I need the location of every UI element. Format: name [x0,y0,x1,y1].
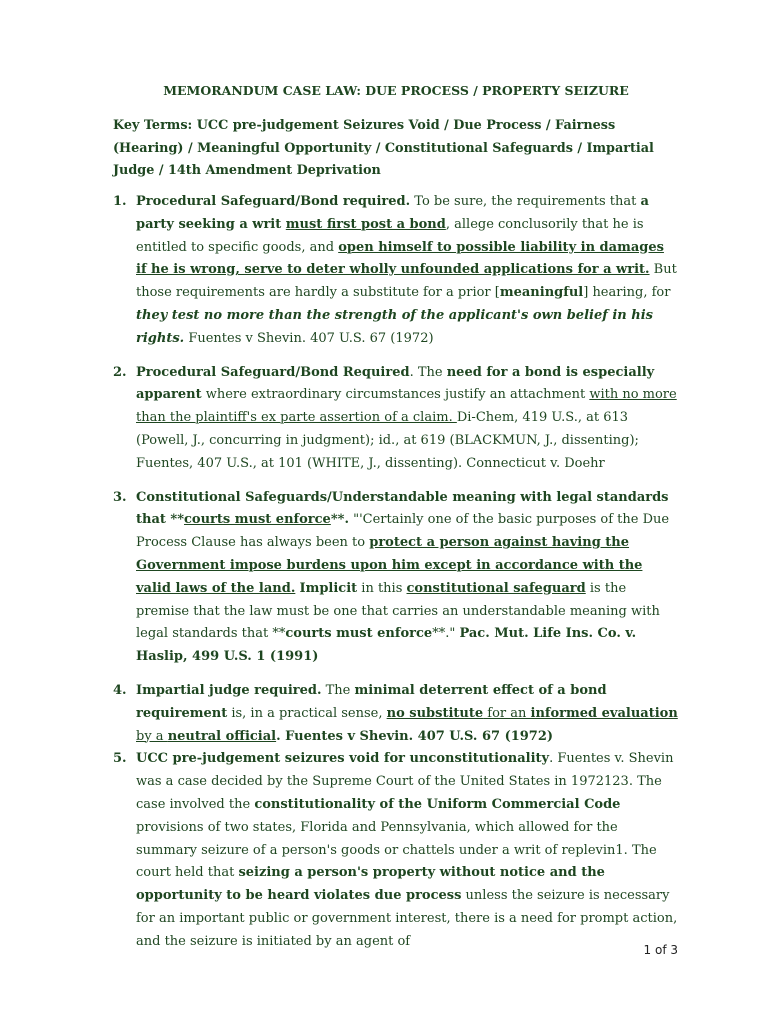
text-run: . Fuentes v Shevin. 407 U.S. 67 (1972) [276,728,554,744]
text-run: need for a bond is especially apparent [136,364,655,403]
spacer [113,476,678,487]
text-run: neutral official [167,728,277,744]
list-item [113,191,678,351]
item-number: 3. [113,489,127,505]
text-run: . The [409,364,447,380]
text-run: by a [136,728,168,744]
text-run: To be sure, the requirements that [410,194,641,209]
list-item [113,680,678,748]
page-number: 1 of 3 [643,943,678,957]
item-text [136,191,678,351]
text-run: in this [357,580,407,596]
text-run: seizing a person's property without notice and the opportunity to be heard violates due process [136,865,605,904]
text-run: courts must enforce [184,512,331,528]
list-item [113,748,678,953]
text-run: UCC pre-judgement seizures void for unconstitutionality [136,751,550,767]
text-run: unless the seizure is necessary for an important public or government interest, there is a need for prompt action, and the seizure is initiated by an agent of [136,888,678,949]
list-item [113,487,678,669]
text-run: where extraordinary circumstances justify an attachment [201,387,590,403]
key-terms: Key Terms: UCC pre-judgement Seizures Void / Due Process / Fairness (Hearing) / Meaningful Opportunity / Constitutional Safeguards / Impartial Judge / 14th Amendment Deprivation [113,118,654,179]
text-run: . Fuentes v. Shevin was a case decided by the Supreme Court of the United States in 1972123. The case involved the [136,751,674,812]
text-run: they test no more than the strength of the applicant's own belief in his rights. [136,307,653,346]
text-run: is the premise that the law must be one that carries an understandable meaning with legal standards that ** [136,580,660,642]
text-run: protect a person against having the Government impose burdens upon him except in accordance with the valid laws of the land. [136,535,643,596]
spacer [113,669,678,680]
text-run: The [321,682,355,698]
text-run: **." [432,626,460,642]
text-run: must first post a bond [285,216,446,232]
text-run: Constitutional Safeguards/Understandable meaning with legal standards that ** [136,489,669,528]
list-item [113,362,678,476]
item-text [136,680,678,748]
text-run: But those requirements are hardly a substitute for a prior [ [136,262,677,301]
text-run: Impartial judge required. [136,682,322,698]
text-run: Pac. Mut. Life Ins. Co. v. Haslip, 499 U.S. 1 (1991) [136,626,637,665]
text-run: informed evaluation [530,705,678,721]
item-text [136,748,678,953]
item-number: 4. [113,682,127,698]
text-run: , allege conclusorily that he is entitled to specific goods, and [136,216,644,255]
text-run: "'Certainly one of the basic purposes of the Due Process Clause has always been to [136,512,670,551]
text-run: **. [330,512,349,528]
text-run: Di-Chem, 419 U.S., at 613 (Powell, J., concurring in judgment); id., at 619 (BLACKMUN, J., dissenting); Fuentes, 407 U.S., at 101 (WHITE, J., dissenting). Connecticut v. Doehr [136,410,639,471]
text-run: is, in a practical sense, [227,705,387,721]
text-run: constitutionality of the Uniform Commercial Code [254,796,621,812]
text-run: meaningful [499,285,584,301]
text-run: Fuentes v Shevin. 407 U.S. 67 (1972) [184,330,434,346]
text-run: with no more than the plaintiff's ex parte assertion of a claim. [136,387,677,426]
item-number: 2. [113,364,127,380]
case-law-list [113,191,678,954]
text-run: open himself to possible liability in damages if he is wrong, serve to deter wholly unfounded applications for a writ. [136,239,664,278]
text-run: ] hearing, for [583,285,671,301]
text-run: provisions of two states, Florida and Pennsylvania, which allowed for the summary seizure of a person's goods or chattels under a writ of replevin1. The court held that [136,819,657,881]
text-run: a party seeking a writ [136,194,649,232]
text-run: minimal deterrent effect of a bond requirement [136,682,607,721]
item-text [136,362,678,476]
text-run: constitutional safeguard [406,580,586,596]
text-run: Procedural Safeguard/Bond Required [136,364,410,380]
text-run: no substitute [386,705,484,721]
text-run: courts must enforce [285,626,433,642]
item-text [136,487,678,669]
item-number: 5. [113,751,127,767]
text-run: Procedural Safeguard/Bond required. [136,194,411,209]
item-number: 1. [113,194,127,209]
text-run: for an [483,705,531,721]
page-title: MEMORANDUM CASE LAW: DUE PROCESS / PROPERTY SEIZURE [163,83,629,98]
spacer [113,351,678,362]
text-run: Implicit [299,580,358,596]
